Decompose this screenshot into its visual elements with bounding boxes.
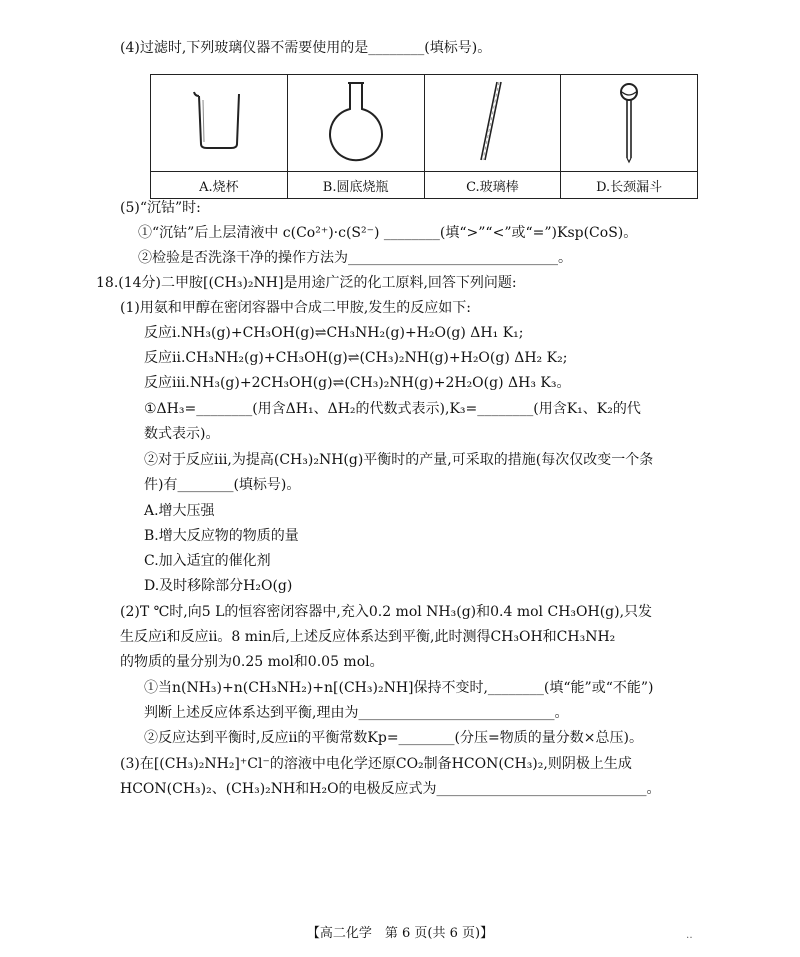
q18-3-b: HCON(CH₃)₂、(CH₃)₂NH和H₂O的电极反应式为______________________________。 bbox=[120, 781, 661, 797]
long-neck-funnel-icon bbox=[609, 78, 649, 164]
apparatus-label: A.烧杯 bbox=[151, 172, 288, 199]
corner-mark: ‥ bbox=[686, 930, 693, 941]
q18-2-part1b: 判断上述反应体系达到平衡,理由为____________________________。 bbox=[144, 705, 569, 721]
q5-stem: (5)“沉钴”时: bbox=[120, 200, 201, 216]
reaction-3: 反应ⅲ.NH₃(g)+2CH₃OH(g)⇌(CH₃)₂NH(g)+2H₂O(g) ΔH₃ K₃。 bbox=[144, 375, 571, 391]
q18-stem: 18.(14分)二甲胺[(CH₃)₂NH]是用途广泛的化工原料,回答下列问题: bbox=[96, 275, 517, 291]
q18-1-part1b: 数式表示)。 bbox=[144, 426, 220, 442]
q18-3-a: (3)在[(CH₃)₂NH₂]⁺Cl⁻的溶液中电化学还原CO₂制备HCON(CH₃)₂,则阴极上生成 bbox=[120, 756, 632, 772]
page-footer: 【高二化学 第 6 页(共 6 页)】 bbox=[306, 926, 494, 941]
apparatus-label: C.玻璃棒 bbox=[424, 172, 561, 199]
q18-2-part1a: ①当n(NH₃)+n(CH₃NH₂)+n[(CH₃)₂NH]保持不变时,________(填“能”或“不能”) bbox=[144, 680, 654, 696]
q18-1-part2a: ②对于反应ⅲ,为提高(CH₃)₂NH(g)平衡时的产量,可采取的措施(每次仅改变一个条 bbox=[144, 452, 654, 468]
q18-2-a: (2)T ℃时,向5 L的恒容密闭容器中,充入0.2 mol NH₃(g)和0.4 mol CH₃OH(g),只发 bbox=[120, 604, 653, 620]
apparatus-cell-d bbox=[561, 75, 698, 172]
beaker-icon bbox=[189, 88, 249, 154]
round-bottom-flask-icon bbox=[316, 79, 396, 163]
q18-2-c: 的物质的量分别为0.25 mol和0.05 mol。 bbox=[120, 654, 384, 670]
option-d: D.及时移除部分H₂O(g) bbox=[144, 578, 293, 594]
option-a: A.增大压强 bbox=[144, 503, 215, 519]
apparatus-label: B.圆底烧瓶 bbox=[287, 172, 424, 199]
apparatus-cell-c bbox=[424, 75, 561, 172]
q4-stem: (4)过滤时,下列玻璃仪器不需要使用的是________(填标号)。 bbox=[120, 40, 492, 56]
apparatus-cell-b bbox=[287, 75, 424, 172]
q5-part2: ②检验是否洗涤干净的操作方法为______________________________。 bbox=[138, 250, 572, 266]
reaction-2: 反应ⅱ.CH₃NH₂(g)+CH₃OH(g)⇌(CH₃)₂NH(g)+H₂O(g) ΔH₂ K₂; bbox=[144, 350, 568, 366]
q18-1-part1a: ①ΔH₃=________(用含ΔH₁、ΔH₂的代数式表示),K₃=________(用含K₁、K₂的代 bbox=[144, 401, 641, 417]
apparatus-table bbox=[150, 74, 698, 199]
option-c: C.加入适宜的催化剂 bbox=[144, 553, 271, 569]
q18-1-part2b: 件)有________(填标号)。 bbox=[144, 477, 301, 493]
q18-2-part2: ②反应达到平衡时,反应ⅱ的平衡常数Kp=________(分压=物质的量分数×总压)。 bbox=[144, 730, 643, 746]
option-b: B.增大反应物的物质的量 bbox=[144, 528, 299, 544]
glass-rod-icon bbox=[472, 78, 512, 164]
apparatus-label: D.长颈漏斗 bbox=[561, 172, 698, 199]
reaction-1: 反应ⅰ.NH₃(g)+CH₃OH(g)⇌CH₃NH₂(g)+H₂O(g) ΔH₁ K₁; bbox=[144, 325, 524, 341]
q5-part1: ①“沉钴”后上层清液中 c(Co²⁺)·c(S²⁻) ________(填“>”“<”或“=”)Ksp(CoS)。 bbox=[138, 225, 638, 241]
q18-1-stem: (1)用氨和甲醇在密闭容器中合成二甲胺,发生的反应如下: bbox=[120, 300, 471, 316]
apparatus-cell-a bbox=[151, 75, 288, 172]
q18-2-b: 生反应ⅰ和反应ⅱ。8 min后,上述反应体系达到平衡,此时测得CH₃OH和CH₃NH₂ bbox=[120, 629, 616, 645]
